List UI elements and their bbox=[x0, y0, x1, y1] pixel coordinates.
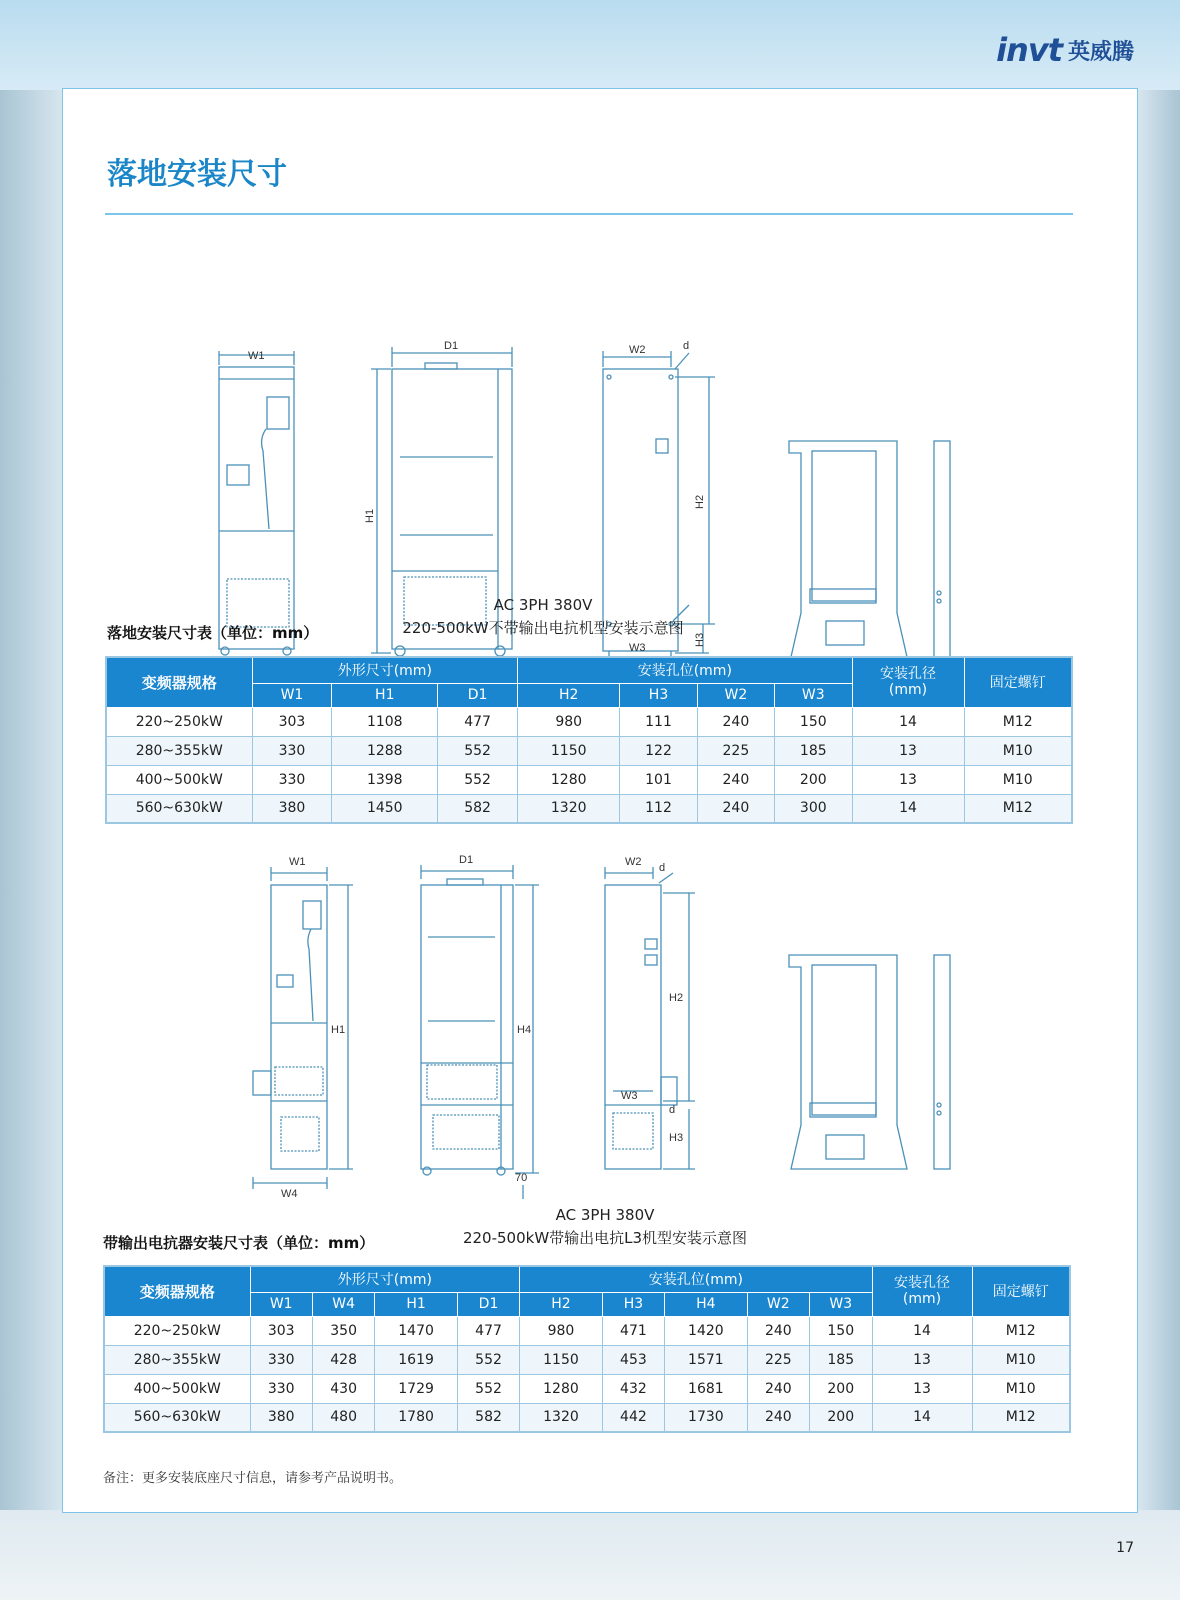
s2-dim-w3: W3 bbox=[621, 1090, 638, 1102]
s1-head-outline: 外形尺寸(mm) bbox=[252, 657, 518, 683]
section1-caption-line1: AC 3PH 380V bbox=[493, 596, 593, 614]
table-row bbox=[104, 1374, 1070, 1403]
table-cell: 400~500kW bbox=[104, 1374, 250, 1403]
s1-dim-w1: W1 bbox=[248, 350, 265, 362]
table-cell: 471 bbox=[602, 1316, 664, 1345]
background-bottom bbox=[0, 1510, 1180, 1600]
table-cell: 560~630kW bbox=[104, 1403, 250, 1432]
table-cell: 14 bbox=[872, 1403, 972, 1432]
table-cell: 225 bbox=[747, 1345, 809, 1374]
table-cell: 380 bbox=[252, 794, 332, 823]
table-cell: 582 bbox=[457, 1403, 519, 1432]
table-cell: 101 bbox=[620, 765, 697, 794]
table-cell: 240 bbox=[747, 1374, 809, 1403]
table-cell: 1571 bbox=[665, 1345, 747, 1374]
table-cell: 330 bbox=[250, 1374, 312, 1403]
table-cell: 980 bbox=[520, 1316, 602, 1345]
table-cell: 430 bbox=[312, 1374, 374, 1403]
s1-dim-w2: W2 bbox=[629, 344, 646, 356]
s2-dim-w2: W2 bbox=[625, 856, 642, 868]
logo-mark: invt bbox=[996, 31, 1062, 69]
s1-dim-w3: W3 bbox=[629, 642, 646, 654]
table-cell: 477 bbox=[438, 707, 518, 736]
table-cell: 428 bbox=[312, 1345, 374, 1374]
section1-subhead-h3: H3 bbox=[620, 683, 697, 707]
table-cell: 150 bbox=[810, 1316, 872, 1345]
table-row bbox=[104, 1345, 1070, 1374]
table-cell: 13 bbox=[852, 765, 964, 794]
table-cell: 13 bbox=[872, 1374, 972, 1403]
table-cell: M12 bbox=[972, 1403, 1070, 1432]
s1-dim-d1: D1 bbox=[444, 340, 459, 352]
table-cell: 200 bbox=[810, 1403, 872, 1432]
s2-head-bore-l2: (mm) bbox=[902, 1291, 942, 1308]
table-cell: 111 bbox=[620, 707, 697, 736]
table-cell: 14 bbox=[872, 1316, 972, 1345]
page-number: 17 bbox=[1116, 1540, 1134, 1556]
table-cell: 300 bbox=[775, 794, 852, 823]
table-cell: 303 bbox=[252, 707, 332, 736]
table-row bbox=[106, 765, 1072, 794]
table-cell: 240 bbox=[697, 765, 774, 794]
section1-subhead-h1: H1 bbox=[332, 683, 438, 707]
table-cell: 280~355kW bbox=[104, 1345, 250, 1374]
table-cell: 200 bbox=[775, 765, 852, 794]
s1-head-spec: 变频器规格 bbox=[106, 657, 252, 707]
table-cell: 13 bbox=[852, 736, 964, 765]
background-left bbox=[0, 90, 62, 1510]
table-cell: M10 bbox=[972, 1345, 1070, 1374]
table-cell: 350 bbox=[312, 1316, 374, 1345]
title-divider bbox=[105, 213, 1073, 215]
section2-subhead-h3: H3 bbox=[602, 1292, 664, 1316]
content-panel bbox=[62, 88, 1138, 1513]
table-cell: 13 bbox=[872, 1345, 972, 1374]
section1-subhead-d1: D1 bbox=[438, 683, 518, 707]
s1-dim-d: d bbox=[683, 340, 690, 352]
table-cell: 552 bbox=[457, 1374, 519, 1403]
s2-head-spec: 变频器规格 bbox=[104, 1266, 250, 1316]
table-cell: 280~355kW bbox=[106, 736, 252, 765]
section2-subhead-w1: W1 bbox=[250, 1292, 312, 1316]
s2-head-outline: 外形尺寸(mm) bbox=[250, 1266, 520, 1292]
s1-base-front bbox=[789, 441, 907, 657]
table-cell: M10 bbox=[964, 736, 1072, 765]
table-cell: 582 bbox=[438, 794, 518, 823]
table-cell: 185 bbox=[810, 1345, 872, 1374]
section1-caption-line2: 220-500kW不带输出电抗机型安装示意图 bbox=[402, 619, 684, 637]
section1-subhead-h2: H2 bbox=[518, 683, 620, 707]
s1-head-bore-l1: 安装孔径 bbox=[880, 666, 936, 683]
s1-dim-h1: H1 bbox=[364, 508, 376, 523]
s1-head-bore-l2: (mm) bbox=[888, 682, 928, 699]
table-cell: 1280 bbox=[520, 1374, 602, 1403]
table-cell: 240 bbox=[747, 1403, 809, 1432]
s2-dim-w1: W1 bbox=[289, 856, 306, 868]
s1-front-view bbox=[219, 351, 294, 655]
table-cell: 1729 bbox=[375, 1374, 457, 1403]
section2-table bbox=[103, 1265, 1071, 1433]
s2-dim-h1: H1 bbox=[331, 1024, 346, 1036]
s2-head-holes: 安装孔位(mm) bbox=[520, 1266, 872, 1292]
section2-subhead-d1: D1 bbox=[457, 1292, 519, 1316]
section1-table bbox=[105, 656, 1073, 824]
s2-dim-70: 70 bbox=[515, 1172, 528, 1184]
section2-subhead-w4: W4 bbox=[312, 1292, 374, 1316]
s2-head-bore-l1: 安装孔径 bbox=[894, 1275, 950, 1292]
section2-subhead-h2: H2 bbox=[520, 1292, 602, 1316]
table-cell: 1280 bbox=[518, 765, 620, 794]
table-cell: 477 bbox=[457, 1316, 519, 1345]
table-cell: 1320 bbox=[518, 794, 620, 823]
section2-subhead-w3: W3 bbox=[810, 1292, 872, 1316]
table-row bbox=[104, 1316, 1070, 1345]
table-cell: 225 bbox=[697, 736, 774, 765]
table-row bbox=[106, 736, 1072, 765]
table-cell: 1450 bbox=[332, 794, 438, 823]
table-cell: 1619 bbox=[375, 1345, 457, 1374]
table-cell: M12 bbox=[964, 707, 1072, 736]
table-cell: M12 bbox=[964, 794, 1072, 823]
section1-caption bbox=[393, 594, 693, 640]
background-right bbox=[1138, 90, 1180, 1510]
table-cell: 1108 bbox=[332, 707, 438, 736]
table-cell: 1150 bbox=[520, 1345, 602, 1374]
table-cell: 480 bbox=[312, 1403, 374, 1432]
table-cell: 185 bbox=[775, 736, 852, 765]
table-cell: 303 bbox=[250, 1316, 312, 1345]
table-cell: 330 bbox=[252, 736, 332, 765]
table-cell: 1681 bbox=[665, 1374, 747, 1403]
s2-dim-h3: H3 bbox=[669, 1132, 684, 1144]
table-cell: 552 bbox=[438, 765, 518, 794]
s1-dim-h3: H3 bbox=[694, 632, 706, 647]
table-cell: 400~500kW bbox=[106, 765, 252, 794]
s2-head-screw: 固定螺钉 bbox=[972, 1266, 1070, 1316]
table-cell: 240 bbox=[697, 707, 774, 736]
table-cell: 442 bbox=[602, 1403, 664, 1432]
table-row bbox=[106, 794, 1072, 823]
s1-head-bore bbox=[852, 657, 964, 707]
section2-subhead-w2: W2 bbox=[747, 1292, 809, 1316]
table-cell: 1730 bbox=[665, 1403, 747, 1432]
table-cell: 552 bbox=[457, 1345, 519, 1374]
s1-head-screw: 固定螺钉 bbox=[964, 657, 1072, 707]
s2-base-side bbox=[934, 955, 950, 1169]
table-cell: 380 bbox=[250, 1403, 312, 1432]
section1-subhead-w1: W1 bbox=[252, 683, 332, 707]
table-cell: 14 bbox=[852, 794, 964, 823]
s2-dim-w4: W4 bbox=[281, 1188, 298, 1200]
section2-drawings bbox=[63, 849, 1139, 1219]
section2-caption-line2: 220-500kW带输出电抗L3机型安装示意图 bbox=[462, 1229, 748, 1247]
s2-dim-d2: d bbox=[669, 1104, 676, 1116]
section1-subhead-w2: W2 bbox=[697, 683, 774, 707]
s1-dim-h2: H2 bbox=[694, 494, 706, 509]
page-title: 落地安装尺寸 bbox=[107, 157, 287, 192]
s2-dim-h2: H2 bbox=[669, 992, 684, 1004]
section2-table-title: 带输出电抗器安装尺寸表（单位：mm） bbox=[103, 1234, 375, 1252]
table-cell: 220~250kW bbox=[104, 1316, 250, 1345]
logo-chinese: 英威腾 bbox=[1067, 39, 1134, 65]
table-cell: 14 bbox=[852, 707, 964, 736]
table-cell: 240 bbox=[697, 794, 774, 823]
table-row bbox=[106, 707, 1072, 736]
table-cell: 122 bbox=[620, 736, 697, 765]
table-cell: 240 bbox=[747, 1316, 809, 1345]
table-cell: 1288 bbox=[332, 736, 438, 765]
s2-dim-d: d bbox=[659, 862, 666, 874]
table-cell: 330 bbox=[250, 1345, 312, 1374]
table-cell: 1150 bbox=[518, 736, 620, 765]
table-cell: 432 bbox=[602, 1374, 664, 1403]
table-cell: 220~250kW bbox=[106, 707, 252, 736]
section2-caption-line1: AC 3PH 380V bbox=[555, 1206, 655, 1224]
brand-logo bbox=[996, 30, 1134, 70]
table-cell: M12 bbox=[972, 1316, 1070, 1345]
s2-head-bore bbox=[872, 1266, 972, 1316]
table-cell: M10 bbox=[972, 1374, 1070, 1403]
s1-base-side bbox=[934, 441, 950, 657]
table-cell: 560~630kW bbox=[106, 794, 252, 823]
s1-head-holes: 安装孔位(mm) bbox=[518, 657, 852, 683]
page-note: 备注：更多安装底座尺寸信息，请参考产品说明书。 bbox=[103, 1471, 403, 1486]
table-cell: 1470 bbox=[375, 1316, 457, 1345]
section1-subhead-w3: W3 bbox=[775, 683, 852, 707]
section2-subhead-h1: H1 bbox=[375, 1292, 457, 1316]
table-cell: 330 bbox=[252, 765, 332, 794]
section2-caption bbox=[455, 1204, 755, 1250]
section1-table-title: 落地安装尺寸表（单位：mm） bbox=[107, 624, 319, 642]
table-cell: 1780 bbox=[375, 1403, 457, 1432]
s2-dim-d1: D1 bbox=[459, 854, 474, 866]
table-cell: 1398 bbox=[332, 765, 438, 794]
table-cell: 980 bbox=[518, 707, 620, 736]
table-cell: 200 bbox=[810, 1374, 872, 1403]
table-row bbox=[104, 1403, 1070, 1432]
table-cell: 453 bbox=[602, 1345, 664, 1374]
table-cell: M10 bbox=[964, 765, 1072, 794]
s2-dim-h4: H4 bbox=[517, 1024, 532, 1036]
table-cell: 1420 bbox=[665, 1316, 747, 1345]
s2-back-view bbox=[605, 867, 695, 1169]
table-cell: 1320 bbox=[520, 1403, 602, 1432]
table-cell: 150 bbox=[775, 707, 852, 736]
section2-subhead-h4: H4 bbox=[665, 1292, 747, 1316]
s2-base-front bbox=[789, 955, 907, 1169]
table-cell: 552 bbox=[438, 736, 518, 765]
table-cell: 112 bbox=[620, 794, 697, 823]
